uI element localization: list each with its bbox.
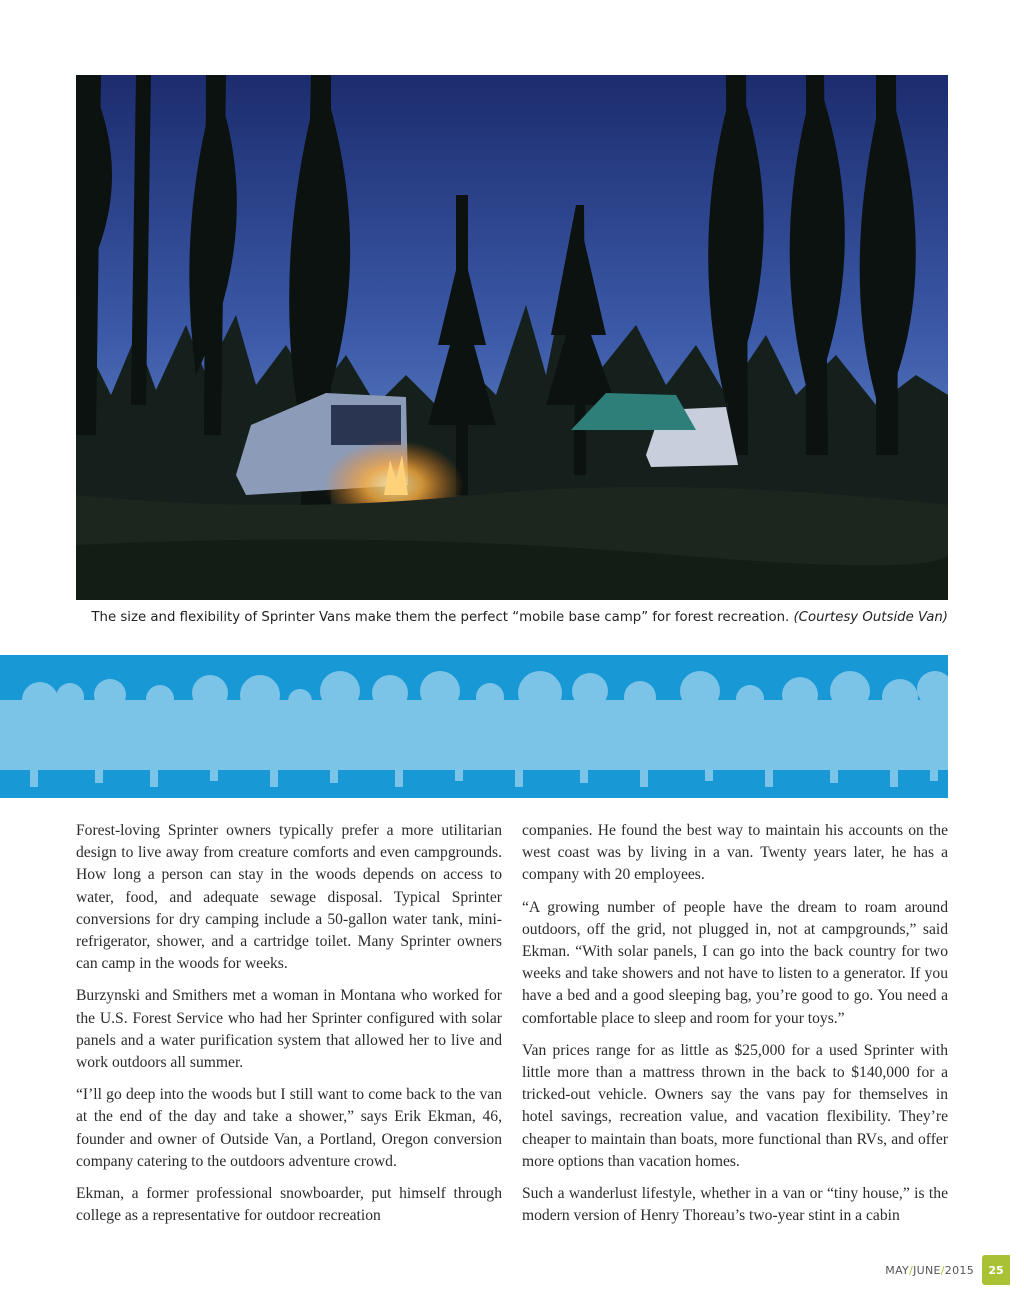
tree-silhouette-icon [0,655,948,798]
date-separator: / [909,1263,914,1277]
campsite-photo [76,75,948,600]
paragraph: “A growing number of people have the dream to roam around outdoors, off the grid, not plugged in, not at campgrounds,” said Ekman. “With solar panels, I can go into the back country for two weeks and take showers and not have to listen to a generator. If you have a bed and a good sleeping bag, you’re good to go. You need a comfortable place to sleep and room for your toys.” [522,898,948,1027]
article-column-left [76,820,502,1237]
paragraph: Van prices range for as little as $25,000 for a used Sprinter with little more than a mattress thrown in the back to $140,000 for a tricked-out vehicle. Owners say the vans pay for themselves in hotel savings, recreation value, and vacation flexibility. They’re cheaper to maintain than boats, more functional than RVs, and offer more options than vacation homes. [522,1041,948,1170]
page-number: 25 [982,1255,1010,1285]
issue-date [885,1264,974,1277]
issue-month-2: JUNE [913,1263,941,1277]
issue-month-1: MAY [885,1263,910,1277]
caption-text: The size and flexibility of Sprinter Vans make them the perfect “mobile base camp” for forest recreation. [91,610,794,625]
article-column-right [522,820,948,1237]
paragraph: Forest-loving Sprinter owners typically prefer a more utilitarian design to live away from creature comforts and even campgrounds. How long a person can stay in the woods depends on access to water, food, and adequate sewage disposal. Typical Sprinter conversions for dry camping include a 50-gallon water tank, mini-refrigerator, shower, and a cartridge toilet. Many Sprinter owners can camp in the woods for weeks. [76,822,502,973]
caption-credit: (Courtesy Outside Van) [793,610,948,625]
paragraph: Burzynski and Smithers met a woman in Montana who worked for the U.S. Forest Service who had her Sprinter configured with solar panels and a water purification system that allowed her to live and work outdoors all summer. [76,987,502,1072]
paragraph: companies. He found the best way to maintain his accounts on the west coast was by living in a van. Twenty years later, he has a company with 20 employees. [522,822,948,884]
photo-caption [76,610,948,625]
date-separator: / [940,1263,945,1277]
paragraph: Such a wanderlust lifestyle, whether in a van or “tiny house,” is the modern version of Henry Thoreau’s two-year stint in a cabin [522,1185,948,1225]
page-footer [885,1255,1010,1285]
paragraph: “I’ll go deep into the woods but I still want to come back to the van at the end of the day and take a shower,” says Erik Ekman, 46, founder and owner of Outside Van, a Portland, Oregon conversion company catering to the outdoors adventure crowd. [76,1086,502,1170]
tree-banner [0,655,948,798]
issue-year: 2015 [944,1263,974,1277]
paragraph: Ekman, a former professional snowboarder, put himself through college as a representative for outdoor recreation [76,1185,502,1225]
campsite-photo-icon [76,75,948,600]
